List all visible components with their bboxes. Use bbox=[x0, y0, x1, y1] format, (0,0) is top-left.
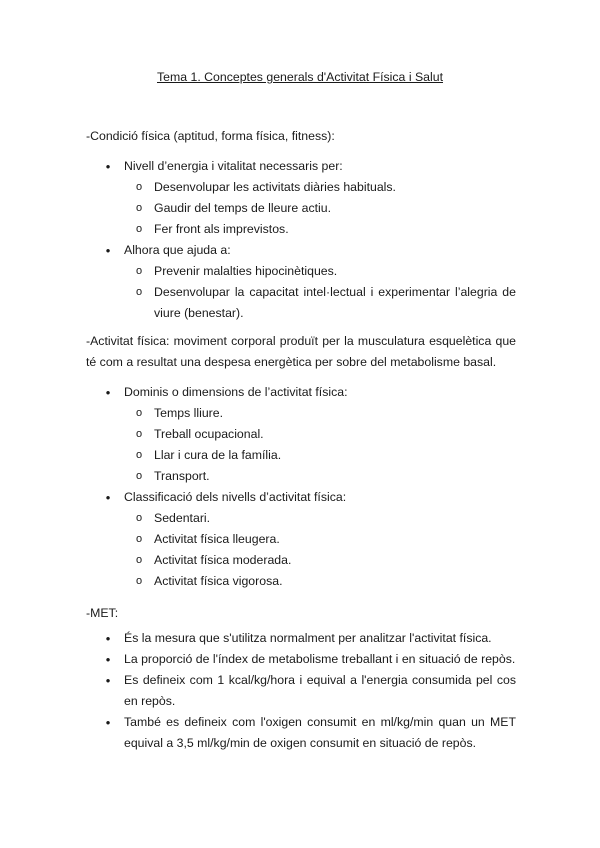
sub-list-item-text: Fer front als imprevistos. bbox=[154, 222, 289, 236]
sub-list-item-text: Prevenir malalties hipocinètiques. bbox=[154, 264, 338, 278]
sub-list-item-text: Activitat física lleugera. bbox=[154, 532, 280, 546]
list-item bbox=[86, 487, 516, 508]
sub-list-item bbox=[120, 508, 516, 529]
sub-list-item-text: Activitat física moderada. bbox=[154, 553, 292, 567]
list-item-text: Classificació dels nivells d’activitat física: bbox=[124, 490, 347, 504]
list-item bbox=[86, 156, 516, 177]
section1-list-2 bbox=[86, 240, 516, 324]
section2-list bbox=[86, 382, 516, 487]
sub-list-item-text: Temps lliure. bbox=[154, 406, 224, 420]
sub-list-item-text: Activitat física vigorosa. bbox=[154, 574, 283, 588]
list-item-text: La proporció de l'índex de metabolisme treballant i en situació de repòs. bbox=[124, 652, 516, 666]
sub-list-item-text: Sedentari. bbox=[154, 511, 211, 525]
bullet-marker: • bbox=[105, 490, 111, 505]
sub-bullet-marker: o bbox=[136, 470, 143, 482]
list-item-text: Dominis o dimensions de l’activitat física: bbox=[124, 385, 348, 399]
document-title: Tema 1. Conceptes generals d'Activitat Física i Salut bbox=[157, 70, 443, 84]
section-heading-activitat-fisica: -Activitat física: moviment corporal produït per la musculatura esquelètica que té com a resultat una despesa energètica per sobre del metabolisme basal. bbox=[86, 334, 516, 369]
sub-list-item bbox=[120, 424, 516, 445]
bullet-marker: • bbox=[105, 159, 111, 174]
sub-list-item-text: Desenvolupar les activitats diàries habituals. bbox=[154, 180, 396, 194]
sub-bullet-marker: o bbox=[136, 407, 143, 419]
sub-list-item bbox=[120, 198, 516, 219]
sub-list-item bbox=[120, 261, 516, 282]
sub-list-item bbox=[120, 445, 516, 466]
list-item bbox=[86, 670, 516, 712]
sub-list-item bbox=[120, 529, 516, 550]
bullet-marker: • bbox=[105, 673, 111, 688]
sub-bullet-marker: o bbox=[136, 286, 143, 298]
sub-bullet-marker: o bbox=[136, 181, 143, 193]
list-item-text: És la mesura que s'utilitza normalment per analitzar l'activitat física. bbox=[124, 631, 492, 645]
sub-list-item bbox=[120, 550, 516, 571]
sub-list-item-text: Treball ocupacional. bbox=[154, 427, 264, 441]
section2-list-2 bbox=[86, 487, 516, 592]
list-item bbox=[86, 382, 516, 403]
sub-list-item bbox=[120, 466, 516, 487]
sub-bullet-marker: o bbox=[136, 449, 143, 461]
bullet-marker: • bbox=[105, 631, 111, 646]
sub-list-item bbox=[120, 219, 516, 240]
section1-list bbox=[86, 156, 516, 240]
sub-bullet-marker: o bbox=[136, 533, 143, 545]
sub-list-item bbox=[120, 403, 516, 424]
sub-bullet-marker: o bbox=[136, 202, 143, 214]
sub-bullet-marker: o bbox=[136, 575, 143, 587]
sub-bullet-marker: o bbox=[136, 554, 143, 566]
sub-bullet-marker: o bbox=[136, 512, 143, 524]
section-heading-condicio-fisica: -Condició física (aptitud, forma física, fitness): bbox=[86, 129, 335, 143]
sub-list-item-text: Transport. bbox=[154, 469, 210, 483]
sub-list-item-text: Desenvolupar la capacitat intel·lectual i experimentar l’alegria de viure (benestar). bbox=[154, 285, 516, 320]
sub-bullet-marker: o bbox=[136, 428, 143, 440]
sub-list-item bbox=[120, 177, 516, 198]
list-item-text: Es defineix com 1 kcal/kg/hora i equival a l'energia consumida pel cos en repòs. bbox=[124, 673, 516, 708]
sub-list-item bbox=[120, 282, 516, 324]
sub-bullet-marker: o bbox=[136, 265, 143, 277]
list-item bbox=[86, 649, 516, 670]
list-item bbox=[86, 712, 516, 754]
list-item-text: També es defineix com l'oxigen consumit en ml/kg/min quan un MET equival a 3,5 ml/kg/min de oxigen consumit en situació de repòs. bbox=[124, 715, 516, 750]
list-item-text: Alhora que ajuda a: bbox=[124, 243, 231, 257]
sub-list-item bbox=[120, 571, 516, 592]
list-item-text: Nivell d’energia i vitalitat necessaris per: bbox=[124, 159, 343, 173]
list-item bbox=[86, 628, 516, 649]
list-item bbox=[86, 240, 516, 261]
sub-list-item-text: Llar i cura de la família. bbox=[154, 448, 282, 462]
sub-bullet-marker: o bbox=[136, 223, 143, 235]
section3-list bbox=[86, 628, 516, 754]
bullet-marker: • bbox=[105, 652, 111, 667]
bullet-marker: • bbox=[105, 385, 111, 400]
section-heading-met: -MET: bbox=[86, 606, 119, 620]
sub-list-item-text: Gaudir del temps de lleure actiu. bbox=[154, 201, 332, 215]
bullet-marker: • bbox=[105, 243, 111, 258]
bullet-marker: • bbox=[105, 715, 111, 730]
